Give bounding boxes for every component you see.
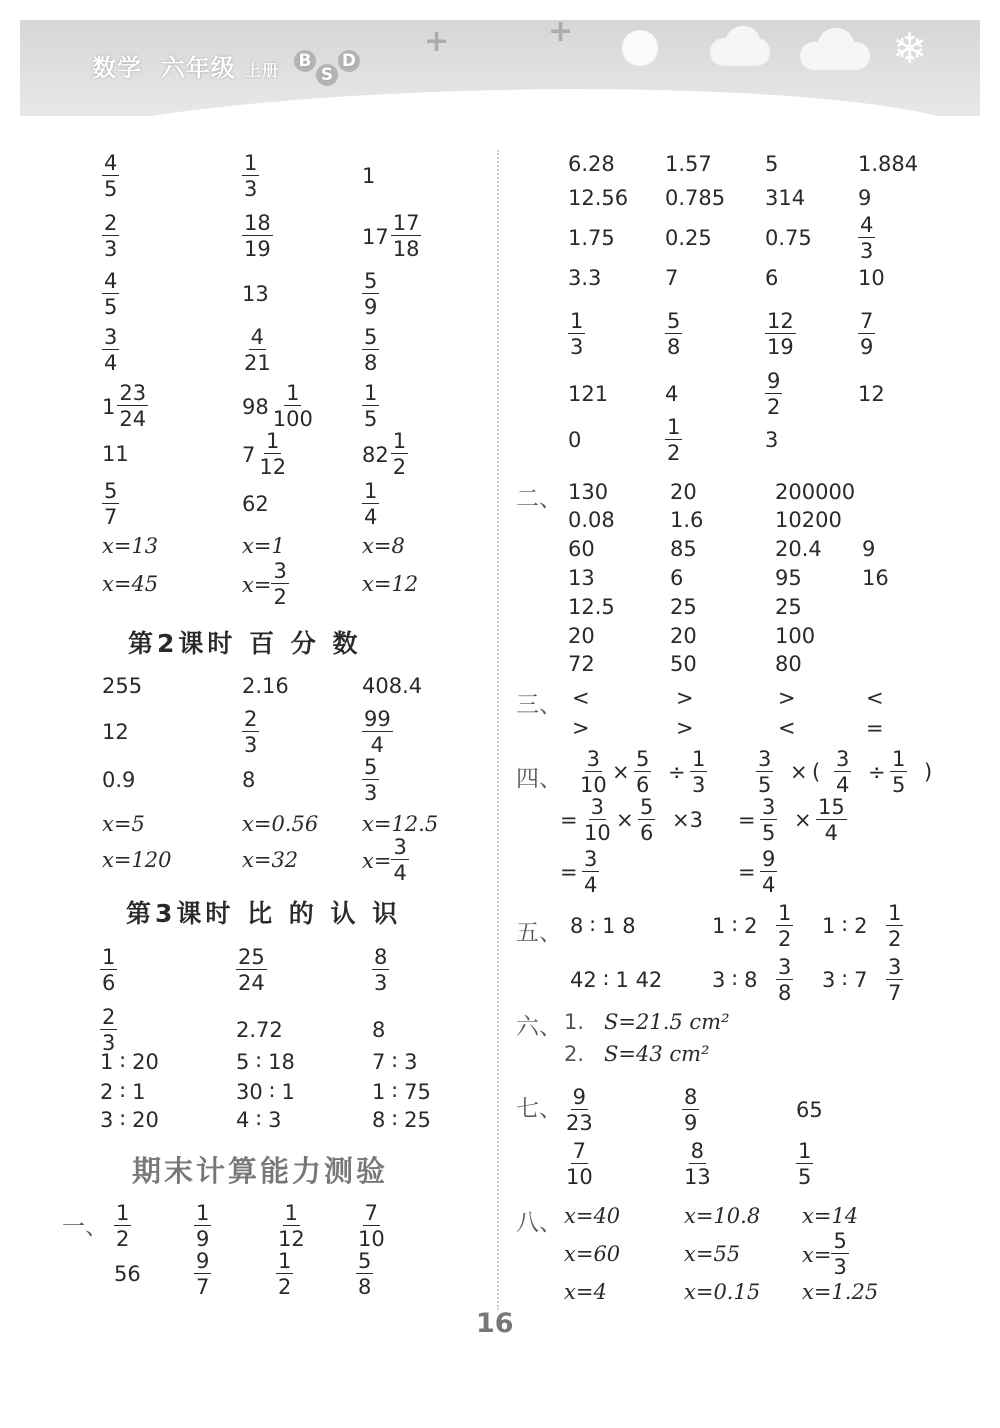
- answer-value: x=13: [102, 534, 159, 558]
- fraction: $\frac{1}{2}$: [116, 1201, 130, 1251]
- operator: ×3: [672, 808, 703, 832]
- answer-value: x= $\frac{3}{2}$: [242, 559, 287, 609]
- operator: (: [812, 760, 821, 784]
- operator: =: [560, 808, 578, 832]
- fraction: $\frac{1}{5}$: [892, 747, 906, 797]
- answer-value: 3.3: [568, 266, 602, 290]
- answer-value: 3 ∶ 8: [712, 968, 758, 992]
- fraction: $\frac{3}{7}$: [888, 955, 902, 1005]
- answer-value: 200000: [775, 480, 856, 504]
- fraction: $\frac{1}{5}$: [798, 1139, 812, 1189]
- answer-value: 7: [665, 266, 679, 290]
- fraction: $\frac{5}{8}$: [358, 1249, 372, 1299]
- fraction: $\frac{1}{3}$: [244, 151, 258, 201]
- fraction: $\frac{7}{9}$: [860, 309, 874, 359]
- answer-value: x=32: [242, 848, 299, 872]
- fraction: $\frac{3}{4}$: [393, 835, 407, 885]
- answer-value: >: [676, 716, 694, 740]
- answer-value: x=4: [564, 1280, 607, 1304]
- part5-label: 五、: [516, 920, 562, 946]
- operator: =: [738, 808, 756, 832]
- operator: =: [738, 860, 756, 884]
- fraction: $\frac{3}{10}$: [580, 747, 607, 797]
- answer-value: 1 ∶ 75: [372, 1080, 431, 1104]
- fraction: $\frac{9}{7}$: [196, 1249, 210, 1299]
- answer-value: 56: [114, 1262, 141, 1286]
- answer-value: 4 ∶ 3: [236, 1108, 282, 1132]
- fraction: $\frac{1}{2}$: [778, 901, 792, 951]
- fraction: $\frac{5}{3}$: [364, 755, 378, 805]
- answer-value: 2 ∶ 1: [100, 1080, 146, 1104]
- part8-label: 八、: [516, 1210, 562, 1236]
- answer-value: 13: [568, 566, 595, 590]
- answer-value: 1 ∶ 2: [822, 914, 868, 938]
- plus-decoration-icon: +: [548, 20, 574, 49]
- answer-value: 1.884: [858, 152, 919, 176]
- fraction: $\frac{1}{9}$: [196, 1201, 210, 1251]
- answer-value: 8 ∶ 25: [372, 1108, 431, 1132]
- answer-value: 3 ∶ 20: [100, 1108, 159, 1132]
- answer-value: 100: [775, 624, 816, 648]
- operator: ÷: [868, 760, 886, 784]
- answer-value: x=45: [102, 572, 159, 596]
- part3-label: 三、: [516, 692, 562, 718]
- answer-value: 17 $\frac{17}{18}$: [362, 211, 420, 261]
- answer-value: 12.56: [568, 186, 629, 210]
- answer-value: x=120: [102, 848, 172, 872]
- answer-value: 2.72: [236, 1018, 283, 1042]
- answer-value: x=5: [102, 812, 145, 836]
- answer-value: >: [572, 716, 590, 740]
- answer-value: x=14: [802, 1204, 859, 1228]
- part6-label: 六、: [516, 1014, 562, 1040]
- answer-value: <: [778, 716, 796, 740]
- plus-decoration-icon: +: [424, 24, 450, 59]
- fraction: $\frac{9}{4}$: [762, 847, 776, 897]
- answer-value: x=12: [362, 572, 419, 596]
- answer-value: x= $\frac{5}{3}$: [802, 1229, 847, 1279]
- fraction: $\frac{5}{6}$: [640, 795, 654, 845]
- answer-value: 1: [362, 164, 376, 188]
- fraction: $\frac{4}{3}$: [860, 213, 874, 263]
- answer-value: <: [866, 686, 884, 710]
- answer-value: x=60: [564, 1242, 621, 1266]
- answer-value: 50: [670, 652, 697, 676]
- answer-value: 8: [372, 1018, 386, 1042]
- operator: ): [924, 760, 933, 784]
- fraction: $\frac{8}{9}$: [684, 1085, 698, 1135]
- operator: ×: [794, 808, 812, 832]
- answer-value: 25: [670, 595, 697, 619]
- part4-label: 四、: [516, 766, 562, 792]
- sun-icon: [622, 30, 658, 66]
- answer-value: =: [866, 716, 884, 740]
- answer-value: 6.28: [568, 152, 615, 176]
- answer-value: x=10.8: [684, 1204, 761, 1228]
- answer-value: 12: [102, 720, 129, 744]
- fraction: $\frac{4}{5}$: [104, 151, 118, 201]
- answer-value: 8: [242, 768, 256, 792]
- answer-value: 80: [775, 652, 802, 676]
- answer-value: 0.75: [765, 226, 812, 250]
- fraction: $\frac{7}{10}$: [566, 1139, 593, 1189]
- fraction: $\frac{2}{3}$: [102, 1005, 116, 1055]
- answer-value: x=40: [564, 1204, 621, 1228]
- answer-value: 1.75: [568, 226, 615, 250]
- fraction: $\frac{3}{5}$: [758, 747, 772, 797]
- fraction: $\frac{5}{6}$: [636, 747, 650, 797]
- answer-value: 8 ∶ 1 8: [570, 914, 636, 938]
- answer-value: 0.08: [568, 508, 615, 532]
- answer-value: 20: [670, 480, 697, 504]
- answer-value: 0.25: [665, 226, 712, 250]
- lesson3-title: 第3课时 比 的 认 识: [126, 899, 402, 928]
- answer-value: 12: [858, 382, 885, 406]
- fraction: $\frac{3}{8}$: [778, 955, 792, 1005]
- answer-value: 42 ∶ 1 42: [570, 968, 663, 992]
- answer-value: 1.6: [670, 508, 704, 532]
- book-title: 数学 六年级 上册 B S D: [92, 48, 368, 83]
- fraction: $\frac{1}{100}$: [272, 381, 313, 431]
- part1-label: 一、: [62, 1214, 108, 1240]
- snowflake-icon: ❄: [892, 24, 928, 73]
- answer-value: 7 ∶ 3: [372, 1050, 418, 1074]
- answer-value: 20: [568, 624, 595, 648]
- fraction: $\frac{5}{8}$: [364, 325, 378, 375]
- fraction: $\frac{1}{12}$: [278, 1201, 305, 1251]
- fraction: $\frac{4}{21}$: [244, 325, 271, 375]
- fraction: $\frac{5}{7}$: [104, 479, 118, 529]
- fraction: $\frac{1}{2}$: [888, 901, 902, 951]
- answer-value: 408.4: [362, 674, 423, 698]
- fraction: $\frac{1}{3}$: [570, 309, 584, 359]
- fraction: $\frac{12}{19}$: [767, 309, 794, 359]
- answer-value: 1 ∶ 2: [712, 914, 758, 938]
- answer-value: 30 ∶ 1: [236, 1080, 295, 1104]
- answer-value: 9: [862, 537, 876, 561]
- answer-value: x=0.15: [684, 1280, 761, 1304]
- answer-value: 1.57: [665, 152, 712, 176]
- fraction: $\frac{15}{4}$: [818, 795, 845, 845]
- page-number: 16: [476, 1308, 514, 1339]
- answer-value: 98 $\frac{1}{100}$: [242, 381, 313, 431]
- fraction: $\frac{1}{12}$: [259, 429, 287, 479]
- answer-value: 121: [568, 382, 609, 406]
- fraction: $\frac{3}{4}$: [836, 747, 850, 797]
- operator: ×: [616, 808, 634, 832]
- answer-value: >: [676, 686, 694, 710]
- fraction: $\frac{1}{4}$: [364, 479, 378, 529]
- fraction: $\frac{1}{2}$: [667, 415, 681, 465]
- operator: ×: [790, 760, 808, 784]
- answer-value: 6: [670, 566, 684, 590]
- fraction: $\frac{4}{5}$: [104, 269, 118, 319]
- fraction: $\frac{8}{3}$: [374, 945, 388, 995]
- fraction: $\frac{17}{18}$: [392, 211, 420, 261]
- fraction: $\frac{1}{6}$: [102, 945, 116, 995]
- fraction: $\frac{8}{13}$: [684, 1139, 711, 1189]
- answer-value: 95: [775, 566, 802, 590]
- fraction: $\frac{18}{19}$: [244, 211, 271, 261]
- answer-value: 82 $\frac{1}{2}$: [362, 429, 407, 479]
- answer-value: 5 ∶ 18: [236, 1050, 295, 1074]
- answer-value: 7 $\frac{1}{12}$: [242, 429, 287, 479]
- answer-value: x= $\frac{3}{4}$: [362, 835, 407, 885]
- fraction: $\frac{7}{10}$: [358, 1201, 385, 1251]
- fraction: $\frac{2}{3}$: [104, 211, 118, 261]
- page-header: [20, 20, 980, 116]
- part2-label: 二、: [516, 486, 562, 512]
- fraction: $\frac{3}{2}$: [273, 559, 287, 609]
- answer-value: 6: [765, 266, 779, 290]
- answer-value: 85: [670, 537, 697, 561]
- answer-value: 0.785: [665, 186, 726, 210]
- answer-value: 9: [858, 186, 872, 210]
- answer-value: 0.9: [102, 768, 136, 792]
- operator: =: [560, 860, 578, 884]
- answer-value: 3: [765, 428, 779, 452]
- answer-value: x=55: [684, 1242, 741, 1266]
- fraction: $\frac{2}{3}$: [244, 707, 258, 757]
- operator: ÷: [668, 760, 686, 784]
- answer-value: >: [778, 686, 796, 710]
- answer-value: x=1.25: [802, 1280, 879, 1304]
- fraction: $\frac{1}{3}$: [692, 747, 706, 797]
- answer-value: 4: [665, 382, 679, 406]
- fraction: $\frac{3}{4}$: [584, 847, 598, 897]
- fraction: $\frac{3}{4}$: [104, 325, 118, 375]
- fraction: $\frac{23}{24}$: [119, 381, 147, 431]
- answer-value: 1 ∶ 20: [100, 1050, 159, 1074]
- final-test-title: 期末计算能力测验: [132, 1154, 389, 1188]
- answer-value: 10: [858, 266, 885, 290]
- fraction: $\frac{1}{2}$: [278, 1249, 292, 1299]
- operator: ×: [612, 760, 630, 784]
- fraction: $\frac{3}{10}$: [584, 795, 611, 845]
- fraction: $\frac{25}{24}$: [238, 945, 265, 995]
- answer-value: 13: [242, 282, 269, 306]
- fraction: $\frac{1}{5}$: [364, 381, 378, 431]
- answer-value: 62: [242, 492, 269, 516]
- answer-value: 0: [568, 428, 582, 452]
- lesson2-title: 第2课时 百 分 数: [128, 629, 362, 658]
- fraction: $\frac{5}{9}$: [364, 269, 378, 319]
- answer-value: x=8: [362, 534, 405, 558]
- answer-value: 65: [796, 1098, 823, 1122]
- edition-logo: B S D: [288, 56, 368, 82]
- fraction: $\frac{5}{3}$: [833, 1229, 847, 1279]
- answer-value: 12.5: [568, 595, 615, 619]
- answer-value: 11: [102, 442, 129, 466]
- answer-value: 20: [670, 624, 697, 648]
- answer-value: 10200: [775, 508, 842, 532]
- fraction: $\frac{5}{8}$: [667, 309, 681, 359]
- answer-value: 16: [862, 566, 889, 590]
- answer-value: 314: [765, 186, 806, 210]
- answer-value: 3 ∶ 7: [822, 968, 868, 992]
- answer-value: x=1: [242, 534, 285, 558]
- answer-value: 72: [568, 652, 595, 676]
- answer-value: 60: [568, 537, 595, 561]
- answer-value: x=12.5: [362, 812, 439, 836]
- answer-value: <: [572, 686, 590, 710]
- fraction: $\frac{99}{4}$: [364, 707, 391, 757]
- answer-value: 5: [765, 152, 779, 176]
- column-divider: [497, 150, 499, 1310]
- answer-value: x=0.56: [242, 812, 319, 836]
- answer-value: 2.16: [242, 674, 289, 698]
- answer-value: 130: [568, 480, 609, 504]
- fraction: $\frac{9}{23}$: [566, 1085, 593, 1135]
- fraction: $\frac{1}{2}$: [392, 429, 407, 479]
- fraction: $\frac{9}{2}$: [767, 369, 781, 419]
- answer-value: 1 $\frac{23}{24}$: [102, 381, 147, 431]
- fraction: $\frac{3}{5}$: [762, 795, 776, 845]
- part7-label: 七、: [516, 1096, 562, 1122]
- answer-value: 25: [775, 595, 802, 619]
- answer-value: 255: [102, 674, 143, 698]
- answer-value: 20.4: [775, 537, 822, 561]
